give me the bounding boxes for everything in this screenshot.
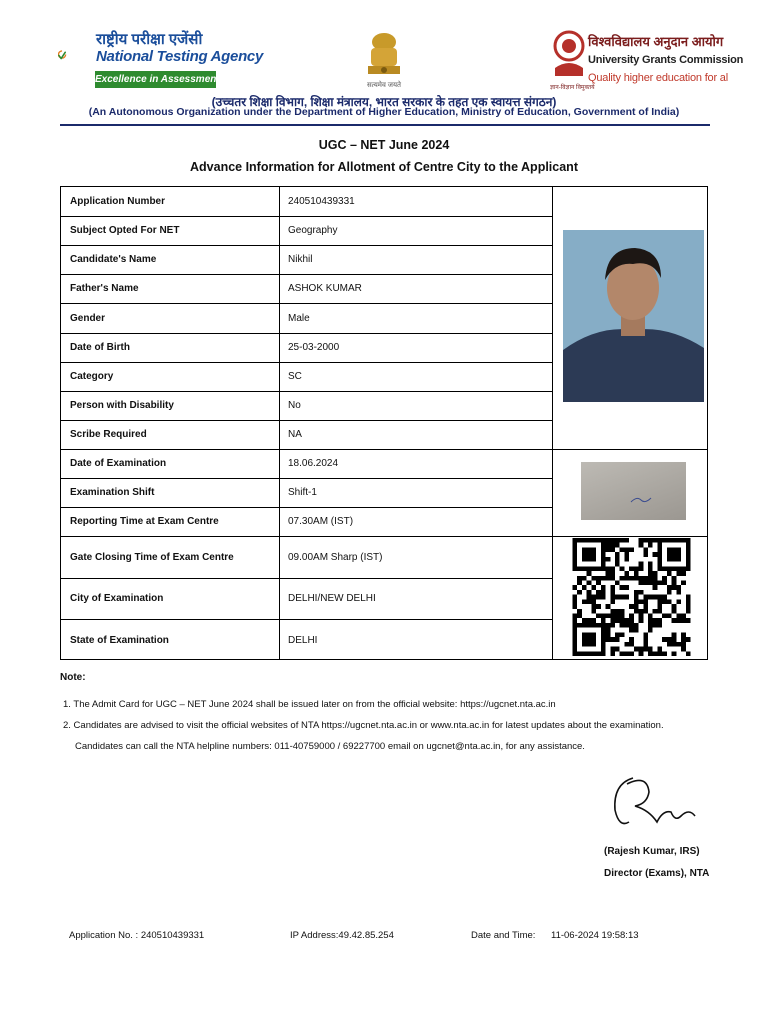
emblem-motto: सत्यमेव जयते: [366, 82, 402, 89]
ugc-name-english: University Grants Commission: [588, 54, 744, 66]
row-divider: [61, 420, 553, 421]
note-item: Candidates can call the NTA helpline numbers: 011-40759000 / 69227700 email on ugcnet@nta.ac.in, for any assistance.: [75, 741, 585, 752]
detail-label: Date of Examination: [70, 458, 167, 469]
detail-label: Gender: [70, 312, 106, 324]
detail-label: Category: [70, 371, 114, 382]
row-divider: [61, 274, 553, 275]
qr-code-icon: [570, 538, 693, 656]
detail-value: Geography: [288, 225, 338, 236]
candidate-details-table: [60, 186, 708, 660]
org-description-english: (An Autonomous Organization under the Department of Higher Education, Ministry of Education, Government of India): [88, 106, 680, 118]
detail-label: Scribe Required: [70, 429, 147, 440]
detail-label: Gate Closing Time of Exam Centre: [70, 551, 234, 563]
row-divider: [61, 449, 707, 450]
detail-value: 07.30AM (IST): [288, 516, 354, 527]
detail-label: Subject Opted For NET: [70, 225, 180, 236]
detail-label: Candidate's Name: [70, 254, 157, 265]
table-divider: [552, 187, 553, 659]
note-item: 1. The Admit Card for UGC – NET June 2024 shall be issued later on from the official website: https://ugcnet.nta.ac.in: [63, 699, 556, 710]
director-signature: [605, 770, 705, 840]
footer-datetime-label: Date and Time:: [471, 930, 536, 941]
detail-value: SC: [288, 371, 302, 382]
detail-value: 18.06.2024: [288, 458, 339, 469]
detail-value: DELHI: [288, 634, 318, 646]
detail-value: NA: [288, 429, 302, 440]
row-divider: [61, 245, 553, 246]
row-divider: [61, 536, 707, 537]
footer-application-number: Application No. : 240510439331: [69, 930, 205, 941]
detail-label: Application Number: [70, 196, 166, 207]
org-description-hindi: (उच्चतर शिक्षा विभाग, शिक्षा मंत्रालय, भारत सरकार के तहत एक स्वायत्त संगठन): [211, 95, 557, 109]
table-divider: [279, 187, 280, 659]
footer-ip-address: IP Address:49.42.85.254: [290, 930, 394, 941]
row-divider: [61, 578, 553, 579]
detail-label: Examination Shift: [70, 487, 155, 498]
detail-value: 09.00AM Sharp (IST): [288, 551, 383, 563]
ugc-name-hindi: विश्वविद्यालय अनुदान आयोग: [588, 34, 724, 49]
row-divider: [61, 619, 553, 620]
row-divider: [61, 362, 553, 363]
exam-title: UGC – NET June 2024: [318, 138, 450, 152]
signatory-name: (Rajesh Kumar, IRS): [604, 846, 700, 857]
ugc-tagline: Quality higher education for al: [588, 72, 728, 84]
detail-label: Reporting Time at Exam Centre: [70, 516, 219, 527]
detail-label: City of Examination: [70, 593, 164, 604]
row-divider: [61, 478, 553, 479]
detail-value: Male: [288, 312, 310, 324]
detail-label: Father's Name: [70, 283, 139, 294]
detail-value: No: [288, 400, 301, 411]
row-divider: [61, 303, 553, 304]
header-divider: [60, 124, 710, 126]
note-item: 2. Candidates are advised to visit the official websites of NTA https://ugcnet.nta.ac.in or www.nta.ac.in for latest updates about the examination.: [63, 720, 664, 731]
signatory-designation: Director (Exams), NTA: [604, 868, 710, 879]
nta-logo-icon: [58, 34, 94, 80]
detail-label: Person with Disability: [70, 400, 174, 411]
row-divider: [61, 216, 553, 217]
ugc-motto: ज्ञान-विज्ञान विमुक्तये: [550, 85, 595, 91]
row-divider: [61, 507, 553, 508]
detail-value: Shift-1: [288, 487, 317, 498]
candidate-signature: [581, 462, 686, 520]
detail-value: 240510439331: [288, 196, 355, 207]
detail-value: 25-03-2000: [288, 342, 340, 353]
detail-label: State of Examination: [70, 634, 169, 646]
detail-value: DELHI/NEW DELHI: [288, 593, 376, 604]
ugc-logo-icon: [552, 28, 586, 84]
document-title: Advance Information for Allotment of Centre City to the Applicant: [190, 160, 578, 174]
row-divider: [61, 333, 553, 334]
nta-name-english: National Testing Agency: [96, 48, 264, 65]
detail-value: Nikhil: [288, 254, 313, 265]
nta-name-hindi: राष्ट्रीय परीक्षा एजेंसी: [96, 31, 203, 48]
footer-datetime-value: 11-06-2024 19:58:13: [551, 930, 639, 941]
nta-tagline: Excellence in Assessment: [95, 71, 216, 88]
detail-label: Date of Birth: [70, 342, 130, 353]
notes-heading: Note:: [60, 672, 86, 683]
row-divider: [61, 391, 553, 392]
candidate-photo: [563, 230, 704, 402]
detail-value: ASHOK KUMAR: [288, 283, 362, 294]
